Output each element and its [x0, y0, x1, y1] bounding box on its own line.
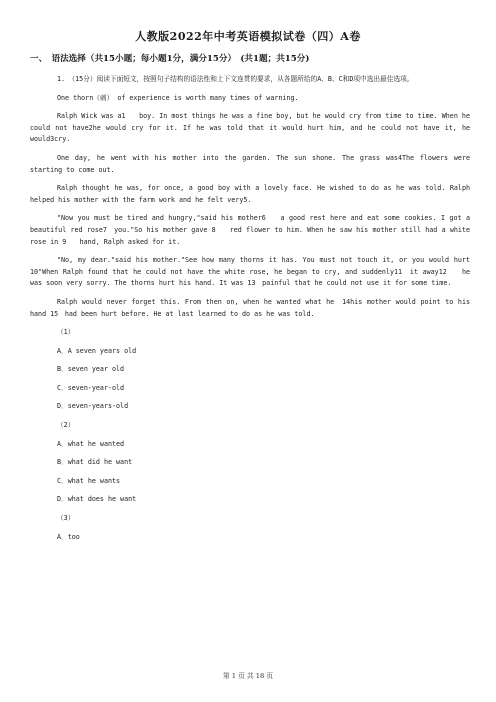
passage-paragraph: Ralph Wick was a1 boy. In most things he was a fine boy, but he would cry from time to time. When he could not have2he would cry for it. If he was told that it would hurt him, and he could not have it, he would3cry.	[30, 112, 470, 144]
option-a[interactable]: A．A seven years old	[57, 346, 137, 355]
question-block-1	[30, 327, 470, 413]
page-footer: 第 1 页 共 18 页	[222, 672, 274, 680]
option-d[interactable]: D．seven-years-old	[57, 402, 129, 411]
option-a[interactable]: A．too	[57, 532, 80, 541]
question-number: （3）	[57, 514, 75, 523]
option-b[interactable]: B．seven year old	[57, 365, 125, 374]
page-title: 人教版2022年中考英语模拟试卷（四）A卷	[135, 30, 361, 43]
passage-paragraph: One day, he went with his mother into the garden. The sun shone. The grass was4The flowers were starting to come out.	[30, 153, 470, 174]
question-number: （2）	[57, 421, 75, 430]
option-c[interactable]: C．what he wants	[57, 476, 121, 485]
option-d[interactable]: D．what does he want	[57, 495, 137, 504]
option-c[interactable]: C．seven-year-old	[57, 383, 125, 392]
exam-body	[30, 74, 470, 550]
question-number: （1）	[57, 328, 75, 337]
passage-paragraph: Ralph thought he was, for once, a good boy with a lovely face. He wished to do as he was told. Ralph helped his mother with the farm work and he felt very5.	[30, 184, 470, 204]
passage-paragraph: One thorn（刺） of experience is worth many times of warning.	[57, 93, 299, 102]
passage-paragraph: Ralph would never forget this. From then on, when he wanted what he 14his mother would point to his hand 15 had been hurt before. He at last learned to do as he was told.	[30, 297, 470, 318]
question-block-2	[30, 420, 470, 506]
question-block-3	[30, 513, 470, 543]
option-b[interactable]: B．what did he want	[57, 458, 133, 467]
option-a[interactable]: A．what he wanted	[57, 439, 125, 448]
passage-paragraph: "Now you must be tired and hungry,"said his mother6 a good rest here and eat some cookies. I got a beautiful red rose7 you."So his mother gave 8 red flower to him. When he saw his mother still had a white rose in 9 hand, Ralph asked for it.	[30, 214, 470, 246]
passage	[30, 93, 470, 321]
section-heading: 一、 语法选择（共15小题；每小题1分，满分15分） (共1题；共15分)	[30, 54, 310, 64]
question-instruction: 1. （15分）阅读下面短文，按照句子结构的语法性和上下文连贯的要求，从各题所给的A、B、C和D项中选出最佳选项。	[57, 75, 414, 83]
passage-paragraph: "No, my dear."said his mother."See how many thorns it has. You must not touch it, or you would hurt 10"When Ralph found that he could not have the white rose, he began to cry, and suddenly11 it away12 he was soon very sorry. The thorns hurt his hand. It was 13 painful that he could not use it for some time.	[30, 256, 470, 288]
